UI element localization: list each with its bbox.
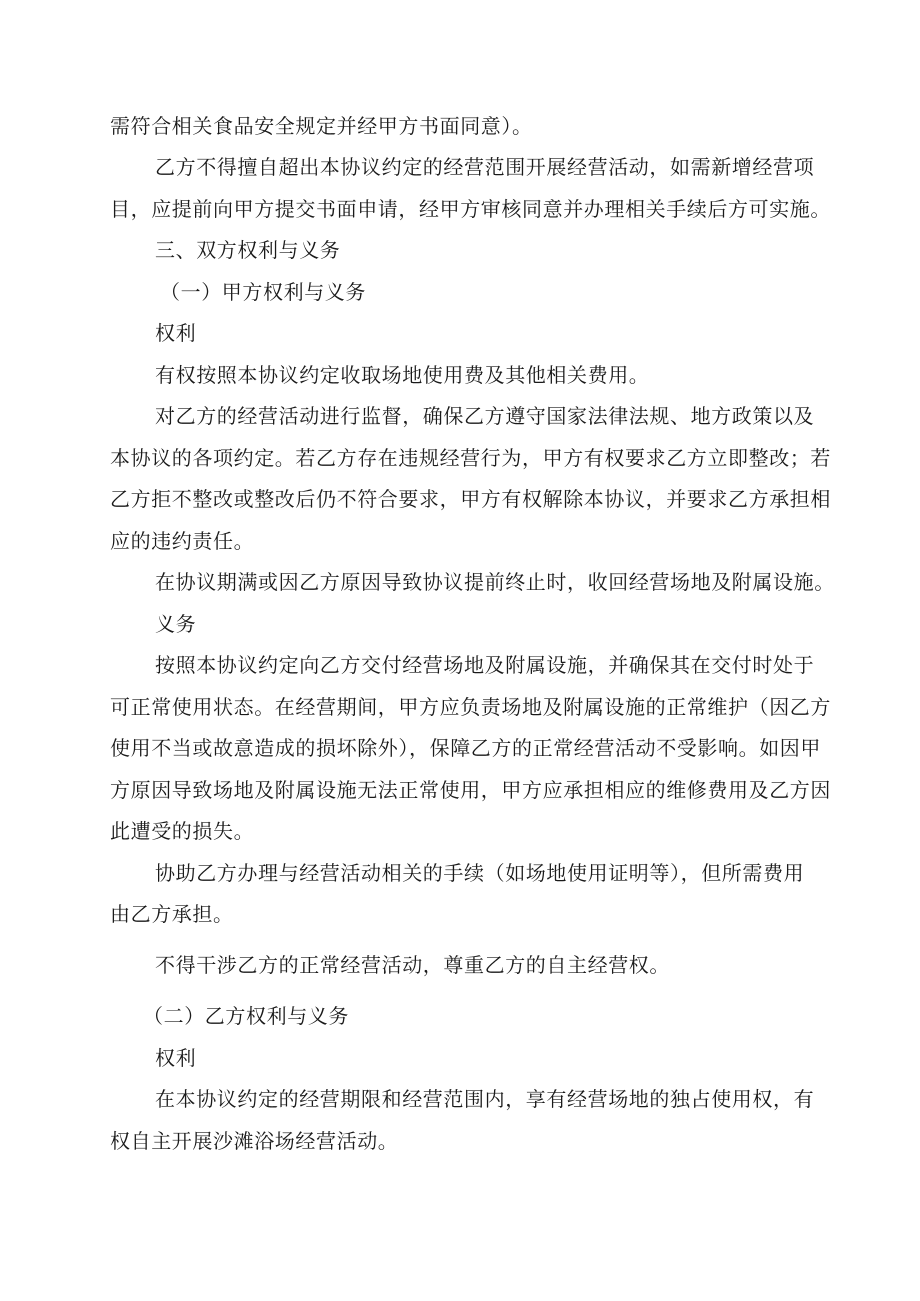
subsection-heading: （一）甲方权利与义务 [160, 280, 366, 304]
label-rights: 权利 [155, 1046, 197, 1070]
text-line: 目，应提前向甲方提交书面申请，经甲方审核同意并办理相关手续后方可实施。 [110, 197, 831, 221]
paragraph-first-line: 对乙方的经营活动进行监督，确保乙方遵守国家法律法规、地方政策以及 [155, 404, 815, 428]
paragraph-first-line: 有权按照本协议约定收取场地使用费及其他相关费用。 [155, 363, 650, 387]
text-line: 乙方拒不整改或整改后仍不符合要求，甲方有权解除本协议，并要求乙方承担相 [110, 487, 831, 511]
text-line: 使用不当或故意造成的损坏除外），保障乙方的正常经营活动不受影响。如因甲 [110, 736, 821, 760]
paragraph-first-line: 不得干涉乙方的正常经营活动，尊重乙方的自主经营权。 [155, 953, 670, 977]
label-rights: 权利 [155, 321, 197, 345]
paragraph-first-line: 按照本协议约定向乙方交付经营场地及附属设施，并确保其在交付时处于 [155, 653, 815, 677]
text-line: 需符合相关食品安全规定并经甲方书面同意）。 [110, 114, 533, 138]
paragraph-first-line: 协助乙方办理与经营活动相关的手续（如场地使用证明等），但所需费用 [155, 861, 805, 885]
text-line: 本协议的各项约定。若乙方存在违规经营行为，甲方有权要求乙方立即整改；若 [110, 446, 831, 470]
paragraph-first-line: 在本协议约定的经营期限和经营范围内，享有经营场地的独占使用权，有 [155, 1087, 815, 1111]
text-line: 应的违约责任。 [110, 529, 255, 553]
paragraph-first-line: 在协议期满或因乙方原因导致协议提前终止时，收回经营场地及附属设施。 [155, 570, 835, 594]
text-line: 权自主开展沙滩浴场经营活动。 [110, 1129, 399, 1153]
text-line: 方原因导致场地及附属设施无法正常使用，甲方应承担相应的维修费用及乙方因 [110, 778, 831, 802]
paragraph-first-line: 乙方不得擅自超出本协议约定的经营范围开展经营活动，如需新增经营项 [155, 155, 815, 179]
text-line: 此遭受的损失。 [110, 819, 255, 843]
section-heading: 三、双方权利与义务 [155, 238, 341, 262]
text-line: 可正常使用状态。在经营期间，甲方应负责场地及附属设施的正常维护（因乙方 [110, 695, 831, 719]
text-line: 由乙方承担。 [110, 902, 234, 926]
label-obligations: 义务 [155, 612, 197, 636]
subsection-heading: （二）乙方权利与义务 [143, 1004, 349, 1028]
